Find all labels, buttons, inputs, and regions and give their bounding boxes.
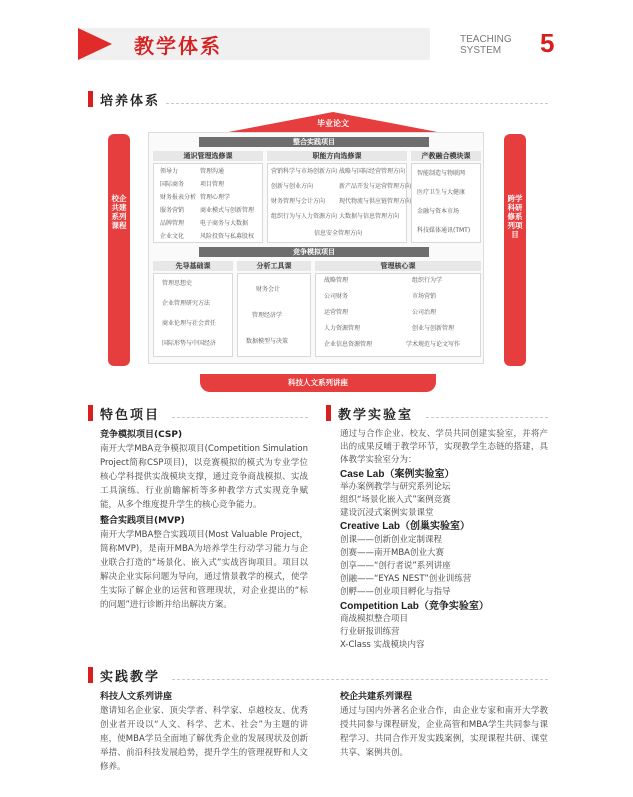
training-system-diagram xyxy=(88,104,548,394)
competition-lab-title: Competition Lab（竞争实验室） xyxy=(340,600,489,612)
course-item: 信息安全管理方向 xyxy=(314,230,363,237)
curriculum-frame xyxy=(148,132,484,364)
lecture-title: 科技人文系列讲座 xyxy=(100,692,173,702)
course-item: 组织行为学 xyxy=(412,277,443,284)
lecture-content xyxy=(100,690,308,774)
course-item: 公司财务 xyxy=(324,293,349,300)
section-marker xyxy=(326,405,331,421)
section-featured xyxy=(88,404,308,422)
course-item: 风险投资与私募股权 xyxy=(200,233,255,240)
creative-lab-title: Creative Lab（创巢实验室） xyxy=(340,521,471,533)
course-title: 校企共建系列课程 xyxy=(340,692,413,702)
lab-item: 创享——“创行者说”系列讲座 xyxy=(340,561,451,572)
section-heading: 实践教学 xyxy=(100,670,161,685)
section-heading: 特色项目 xyxy=(100,408,161,423)
course-item: 财务管理与会计方向 xyxy=(271,198,326,205)
course-item: 大数据与信息管理方向 xyxy=(339,213,400,220)
course-item: 战略与国际经营管理方向 xyxy=(339,168,406,175)
general-electives-box xyxy=(153,163,263,243)
course-item: 管理经济学 xyxy=(252,312,283,319)
course-content xyxy=(340,690,548,760)
lab-item: X-Class 实战模块内容 xyxy=(340,640,425,651)
course-item: 医疗卫生与大健康 xyxy=(417,189,466,196)
course-item: 商业伦理与社会责任 xyxy=(162,320,217,327)
header-english-line1: TEACHING xyxy=(460,34,512,45)
course-text: 通过与国内外著名企业合作，由企业专家和南开大学教授共同参与课程研发，企业高管和MBA学生共同参与课程学习、共同合作开发实践案例，实现课程共研、课堂共享、案例共创。 xyxy=(340,706,548,758)
course-item: 管理沟通 xyxy=(200,168,225,175)
lab-intro: 通过与合作企业、校友、学员共同创建实验室，并将产出的成果反哺于教学环节，实现教学生态链的搭建，具体教学实验室分为： xyxy=(340,429,548,466)
lab-item: 组织“场景化嵌入式”案例竞赛 xyxy=(340,495,451,506)
course-item: 组织行为与人力资源方向 xyxy=(271,213,338,220)
core-courses-box xyxy=(315,273,481,357)
header-arrow-icon xyxy=(78,28,112,60)
csp-text: 南开大学MBA竞争模拟项目(Competition Simulation Project简称CSP项目)，以竞赛模拟的模式为专业学位核心学科提供实战模块支撑，通过竞争商战模拟、实战工具演练、行业前瞻解析等多种教学方式实现竞争赋能，从多个维度提升学生的核心竞争能力。 xyxy=(100,444,308,510)
course-item: 市场营销 xyxy=(412,293,437,300)
course-item: 财务会计 xyxy=(256,286,281,293)
lab-item: 举办案例教学与研究系列论坛 xyxy=(340,481,451,492)
header-english-title xyxy=(460,34,512,56)
course-item: 国际商务 xyxy=(160,181,185,188)
header-english-line2: SYSTEM xyxy=(460,45,502,56)
featured-content xyxy=(100,428,308,612)
course-item: 企业信息资源管理 xyxy=(324,341,373,348)
course-item: 企业文化 xyxy=(160,233,185,240)
section-heading: 教学实验室 xyxy=(338,408,414,423)
header-band xyxy=(78,28,430,60)
lab-item: 创融——“EYAS NEST”创业训练营 xyxy=(340,574,472,585)
competition-simulation-bar: 竞争模拟项目 xyxy=(199,247,429,257)
course-item: 国际形势与中国经济 xyxy=(162,340,217,347)
section-divider xyxy=(172,679,548,680)
lab-item: 创孵——创业项目孵化与指导 xyxy=(340,587,451,598)
page-header xyxy=(0,0,633,90)
mvp-text: 南开大学MBA整合实践项目(Most Valuable Project，简称MVP)，是南开MBA为培养学生行动学习能力与企业联合打造的“场景化、嵌入式”实战咨询项目。项目以解决企业实际问题为导向，通过情景教学的模式，使学生实际了解企业的运营和管理现状，对企业提出的“标的问题”进行诊断并给出解决方案。 xyxy=(100,530,308,610)
course-item: 领导力 xyxy=(160,168,179,175)
course-item: 公司治理 xyxy=(412,309,437,316)
course-item: 人力资源管理 xyxy=(324,325,361,332)
section-practice xyxy=(88,666,548,684)
course-item: 创新与创业方向 xyxy=(271,183,314,190)
course-item: 运营管理 xyxy=(324,309,349,316)
industry-modules-header: 产教融合模块课 xyxy=(411,151,481,161)
course-item: 数据模型与决策 xyxy=(246,338,289,345)
lecture-text: 邀请知名企业家、顶尖学者、科学家、卓越校友、优秀创业者开设以“人文、科学、艺术、社会”为主题的讲座，使MBA学员全面地了解优秀企业的发展现状及创新举措、前沿科技发展趋势，提升学生的管理视野和人文修养。 xyxy=(100,706,308,772)
course-item: 管理心理学 xyxy=(200,194,231,201)
lab-item: 商战模拟整合项目 xyxy=(340,613,409,624)
course-item: 商业模式与创新管理 xyxy=(200,207,255,214)
course-item: 管理思想史 xyxy=(162,280,193,287)
left-pillar-label: 校企共建系列课程 xyxy=(111,194,127,230)
course-item: 金融与资本市场 xyxy=(417,208,460,215)
core-courses-header: 管理核心课 xyxy=(315,261,481,271)
left-pillar xyxy=(108,134,130,366)
lab-item: 行业研报训练营 xyxy=(340,627,400,638)
course-item: 创业与创新管理 xyxy=(412,325,455,332)
functional-electives-header: 职能方向选修课 xyxy=(267,151,407,161)
course-item: 财务报表分析 xyxy=(160,194,197,201)
lab-item: 创课——创新创业定制课程 xyxy=(340,534,443,545)
mvp-title: 整合实践项目(MVP) xyxy=(100,516,185,526)
course-item: 项目管理 xyxy=(200,181,225,188)
course-item: 科技媒体通讯(TMT) xyxy=(417,227,471,234)
course-item: 学术规范与论文写作 xyxy=(406,341,461,348)
course-item: 电子商务与大数据 xyxy=(200,220,249,227)
integrated-project-bar: 整合实践项目 xyxy=(199,137,429,147)
course-item: 现代物流与供应链管理方向 xyxy=(339,198,412,205)
lab-item: 建设沉浸式案例实景课堂 xyxy=(340,508,434,519)
lab-content xyxy=(340,428,548,652)
course-item: 新产品开发与运营管理方向 xyxy=(339,183,412,190)
functional-electives-box xyxy=(267,163,412,243)
lab-item: 创赛——南开MBA创业大赛 xyxy=(340,547,444,558)
course-item: 服务营销 xyxy=(160,207,185,214)
industry-modules-box xyxy=(411,163,481,243)
course-item: 战略管理 xyxy=(324,277,349,284)
course-item: 智能制造与物联网 xyxy=(417,170,466,177)
section-marker xyxy=(88,405,93,421)
analytics-header: 分析工具课 xyxy=(237,261,311,271)
analytics-box xyxy=(237,273,311,357)
section-heading: 培养体系 xyxy=(100,94,161,109)
base-lecture-band: 科技人文系列讲座 xyxy=(200,374,436,392)
csp-title: 竞争模拟项目(CSP) xyxy=(100,430,183,440)
foundation-header: 先导基础课 xyxy=(153,261,233,271)
course-item: 营销科学与市场创新方向 xyxy=(271,168,338,175)
page-number: 5 xyxy=(540,28,555,58)
section-lab xyxy=(326,404,548,422)
foundation-box xyxy=(153,273,233,357)
general-electives-header: 通识管理选修课 xyxy=(153,151,263,161)
course-item: 企业管理研究方法 xyxy=(162,300,211,307)
right-pillar xyxy=(504,134,526,366)
case-lab-title: Case Lab（案例实验室） xyxy=(340,468,455,480)
section-marker xyxy=(88,667,93,683)
section-divider xyxy=(172,417,308,418)
section-divider xyxy=(426,417,548,418)
page-title: 教学体系 xyxy=(134,34,222,58)
roof-label: 毕业论文 xyxy=(317,119,349,128)
course-item: 品牌管理 xyxy=(160,220,185,227)
right-pillar-label: 跨学科研修系列项目 xyxy=(507,194,523,239)
